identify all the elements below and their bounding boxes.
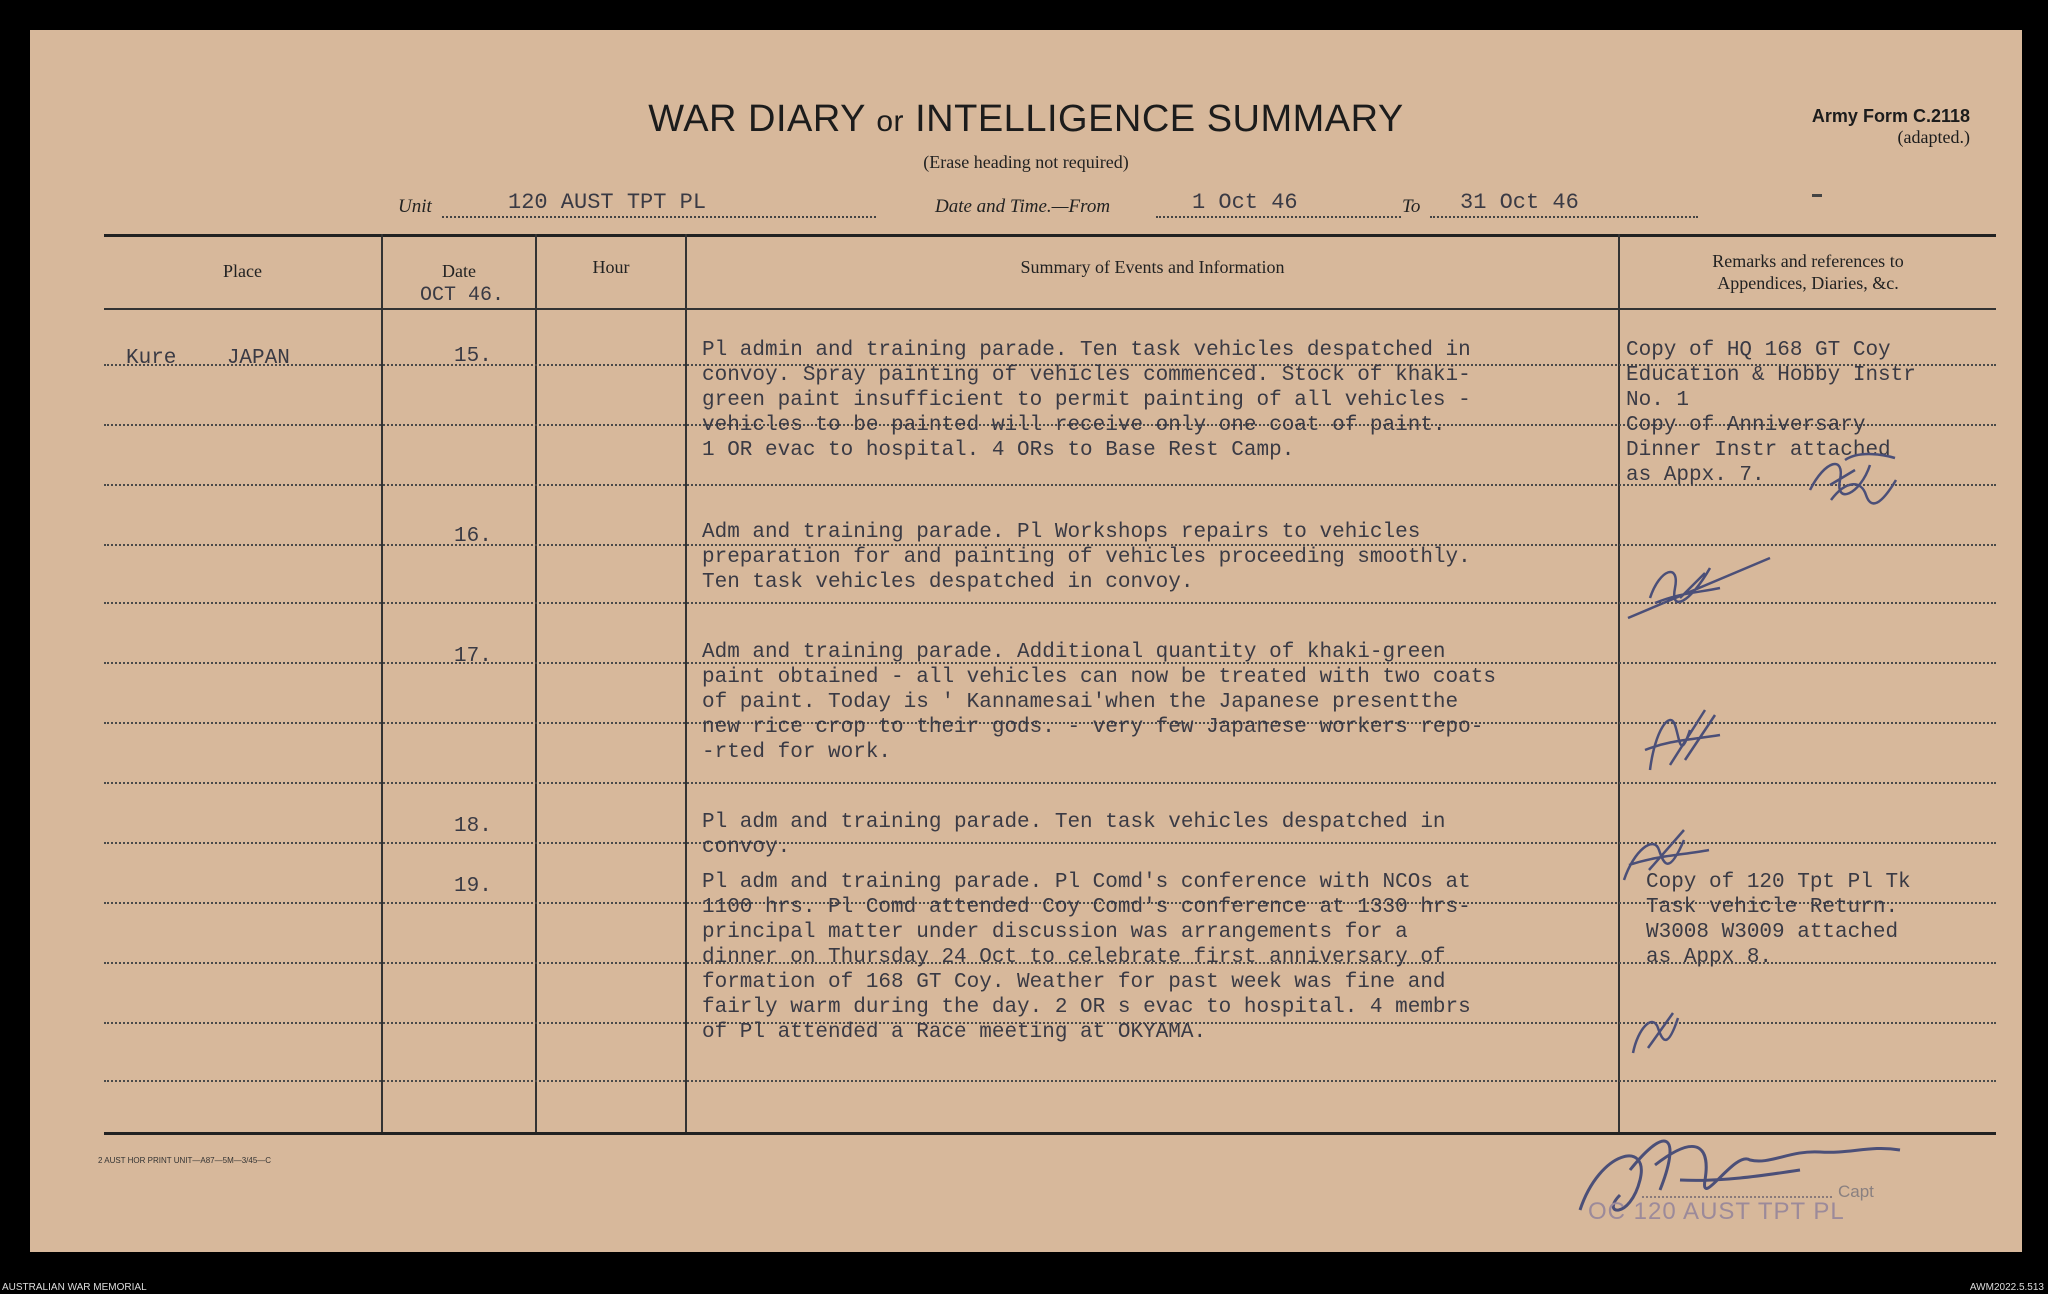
entry-remarks: Copy of HQ 168 GT Coy Education & Hobby Instr No. 1 Copy of Anniversary Dinner Instr attached as Appx. 7. (1626, 339, 1916, 487)
entry-summary: Pl adm and training parade. Ten task vehicles despatched in convoy. (702, 811, 1446, 859)
row-line (104, 1080, 1996, 1082)
entry-remarks: Copy of 120 Tpt Pl Tk Task vehicle Return. W3008 W3009 attached as Appx 8. (1646, 871, 1911, 969)
title-right: INTELLIGENCE SUMMARY (915, 98, 1404, 140)
row-line (104, 782, 1996, 784)
ink-mark (1812, 194, 1822, 197)
entry-date: 15. (454, 345, 492, 368)
col-header-remarks-line2: Appendices, Diaries, &c. (1717, 273, 1899, 293)
col-header-remarks-line1: Remarks and references to (1712, 251, 1904, 271)
form-title (30, 98, 2022, 141)
form-subtitle: (Erase heading not required) (923, 152, 1129, 172)
date-from-value: 1 Oct 46 (1192, 190, 1298, 215)
entry-summary: Pl admin and training parade. Ten task vehicles despatched in convoy. Spray painting of vehicles commenced. Stock of khaki- green paint insufficient to permit painting of all vehicles - vehicles to be painted will receive only one coat of paint. 1 OR evac to hospital. 4 ORs to Base Rest Camp. (702, 339, 1471, 462)
entry-date: 16. (454, 525, 492, 548)
unit-stamp: OC 120 AUST TPT PL (1588, 1198, 1845, 1225)
unit-label: Unit (398, 196, 432, 217)
army-form-note: (adapted.) (1897, 127, 1970, 147)
date-to-value: 31 Oct 46 (1460, 190, 1579, 215)
initials-mark (1614, 810, 1724, 890)
army-form-label (1812, 106, 1970, 148)
entry-date: 17. (454, 645, 492, 668)
diary-sheet (30, 30, 2022, 1252)
col-header-remarks (1620, 250, 1996, 294)
date-from-line (1156, 216, 1401, 218)
title-or: or (876, 105, 905, 138)
initials-mark (1630, 690, 1740, 780)
initials-mark (1620, 538, 1790, 628)
initials-mark (1826, 470, 1906, 510)
date-to-line (1430, 216, 1698, 218)
title-left: WAR DIARY (648, 98, 866, 140)
archive-reference: AWM2022.5.513 (1969, 1282, 2044, 1293)
col-divider-hour (685, 234, 687, 1132)
signature-rank: Capt (1838, 1182, 1874, 1201)
initials-mark (1618, 998, 1698, 1058)
table-header-rule (104, 308, 1996, 310)
archive-credit: AUSTRALIAN WAR MEMORIAL (2, 1282, 147, 1293)
unit-line (442, 216, 876, 218)
archive-footer (0, 1252, 2048, 1294)
col-header-hour: Hour (592, 257, 630, 277)
entry-summary: Pl adm and training parade. Pl Comd's conference with NCOs at 1100 hrs. Pl Comd attended Coy Comd's conference at 1330 hrs- principal matter under discussion was arrangements for a dinner on Thursday 24 Oct to celebrate first anniversary of formation of 168 GT Coy. Weather for past week was fine and fairly warm during the day. 2 OR s evac to hospital. 4 membrs of Pl attended a Race meeting at OKYAMA. (702, 871, 1471, 1044)
entry-place: Kure JAPAN (126, 347, 290, 370)
entry-date: 18. (454, 815, 492, 838)
col-header-summary: Summary of Events and Information (1020, 257, 1285, 277)
entry-summary: Adm and training parade. Additional quantity of khaki-green paint obtained - all vehicles can now be treated with two coats of paint. Today is ' Kannamesai'when the Japanese presentthe new rice crop to their gods. - very few Japanese workers repo- -rted for work. (702, 641, 1496, 764)
col-header-date: Date (442, 261, 476, 281)
entry-date: 19. (454, 875, 492, 898)
unit-value: 120 AUST TPT PL (508, 190, 707, 215)
date-to-label: To (1402, 196, 1421, 217)
date-from-label: Date and Time.—From (935, 196, 1111, 217)
table-top-rule (104, 234, 1996, 237)
col-divider-date (535, 234, 537, 1132)
print-code: 2 AUST HOR PRINT UNIT—A87—5M—3/45—C (98, 1156, 272, 1165)
army-form-number: Army Form C.2118 (1811, 106, 1970, 126)
col-header-date-sub: OCT 46. (420, 284, 505, 307)
entry-summary: Adm and training parade. Pl Workshops repairs to vehicles preparation for and painting of vehicles proceeding smoothly. Ten task vehicles despatched in convoy. (702, 521, 1471, 594)
col-header-place: Place (223, 261, 262, 281)
col-divider-place (381, 234, 383, 1132)
